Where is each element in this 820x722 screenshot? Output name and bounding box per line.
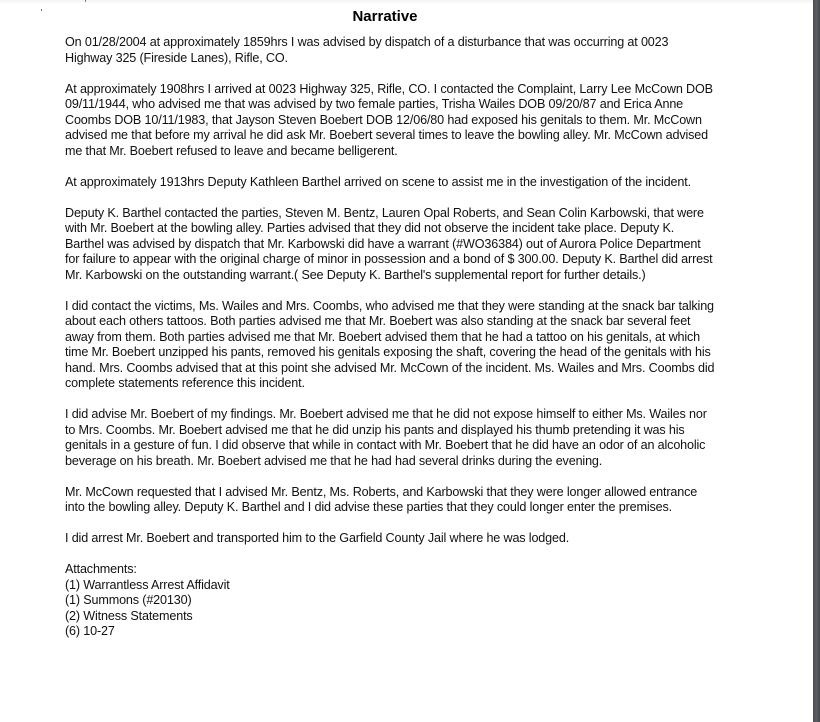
page-top-edge <box>0 0 813 4</box>
paragraph-dispatch: On 01/28/2004 at approximately 1859hrs I was advised by dispatch of a disturbance that was occurring at 0023 Highway 325 (Fireside Lanes), Rifle, CO. <box>65 35 669 65</box>
scan-artifact <box>85 0 86 2</box>
paragraph-trespass: Mr. McCown requested that I advised Mr. Bentz, Ms. Roberts, and Karbowski that they were longer allowed entrance into the bowling alley. Deputy K. Barthel and I did advise these parties that they could longer enter the premises. <box>65 484 698 514</box>
attachments-list <box>65 562 715 640</box>
page-title: Narrative <box>352 8 418 25</box>
paragraph-victims: I did contact the victims, Ms. Wailes and Mrs. Coombs, who advised me that they were standing at the snack bar talking about each others tattoos. Both parties advised me that Mr. Boebert was also standing at the snack bar several feet away from them. Both parties advised me that Mr. Boebert advised them that he had a tattoo on his genitals, at which time Mr. Boebert unzipped his pants, removed his genitals exposing the shaft, covering the head of the genitals with his hand. Mrs. Coombs advised that at this point she advised Mr. McCown of the incident. Ms. Wailes and Mrs. Coombs did complete statements reference this incident. <box>65 298 715 390</box>
paragraph-arrest: I did arrest Mr. Boebert and transported him to the Garfield County Jail where he was lodged. <box>65 531 570 545</box>
paragraph-findings: I did advise Mr. Boebert of my findings. Mr. Boebert advised me that he did not expose himself to either Ms. Wailes nor to Mrs. Coombs. Mr. Boebert advised me that he did unzip his pants and displayed his thumb pretending it was his genitals in a gesture of fun. I did observe that while in contact with Mr. Boebert that he did have an odor of an alcoholic beverage on his breath. Mr. Boebert advised me that he had had several drinks during the evening. <box>65 407 707 468</box>
attachment-item: (2) Witness Statements <box>65 608 193 623</box>
narrative-body <box>65 35 715 640</box>
vertical-scrollbar[interactable] <box>813 0 820 722</box>
attachment-item: (1) Warrantless Arrest Affidavit <box>65 577 230 592</box>
paragraph-arrival: At approximately 1908hrs I arrived at 0023 Highway 325, Rifle, CO. I contacted the Complaint, Larry Lee McCown DOB 09/11/1944, who advised me that was advised by two female parties, Trisha Wailes DOB 09/20/87 and Erica Anne Coombs DOB 10/11/1983, that Jayson Steven Boebert DOB 12/06/80 had exposed his genitals to them. Mr. McCown advised me that before my arrival he did ask Mr. Boebert several times to leave the bowling alley. Mr. McCown advised me that Mr. Boebert refused to leave and became belligerent. <box>65 81 713 158</box>
attachment-item: (6) 10-27 <box>65 624 115 638</box>
paragraph-parties-contacted: Deputy K. Barthel contacted the parties, Steven M. Bentz, Lauren Opal Roberts, and Sean Colin Karbowski, that were with Mr. Boebert at the bowling alley. Parties advised that they did not observe the incident take place. Deputy K. Barthel was advised by dispatch that Mr. Karbowski did have a warrant (#WO36384) out of Aurora Police Department for failure to appear with the original charge of minor in possession and a bond of $ 300.00. Deputy K. Barthel did arrest Mr. Karbowski on the outstanding warrant.( See Deputy K. Barthel's supplemental report for further details.) <box>65 205 713 282</box>
attachments-heading: Attachments: <box>65 562 137 576</box>
paragraph-deputy-arrival: At approximately 1913hrs Deputy Kathleen Barthel arrived on scene to assist me in the investigation of the incident. <box>65 174 691 189</box>
attachment-item: (1) Summons (#20130) <box>65 593 192 607</box>
